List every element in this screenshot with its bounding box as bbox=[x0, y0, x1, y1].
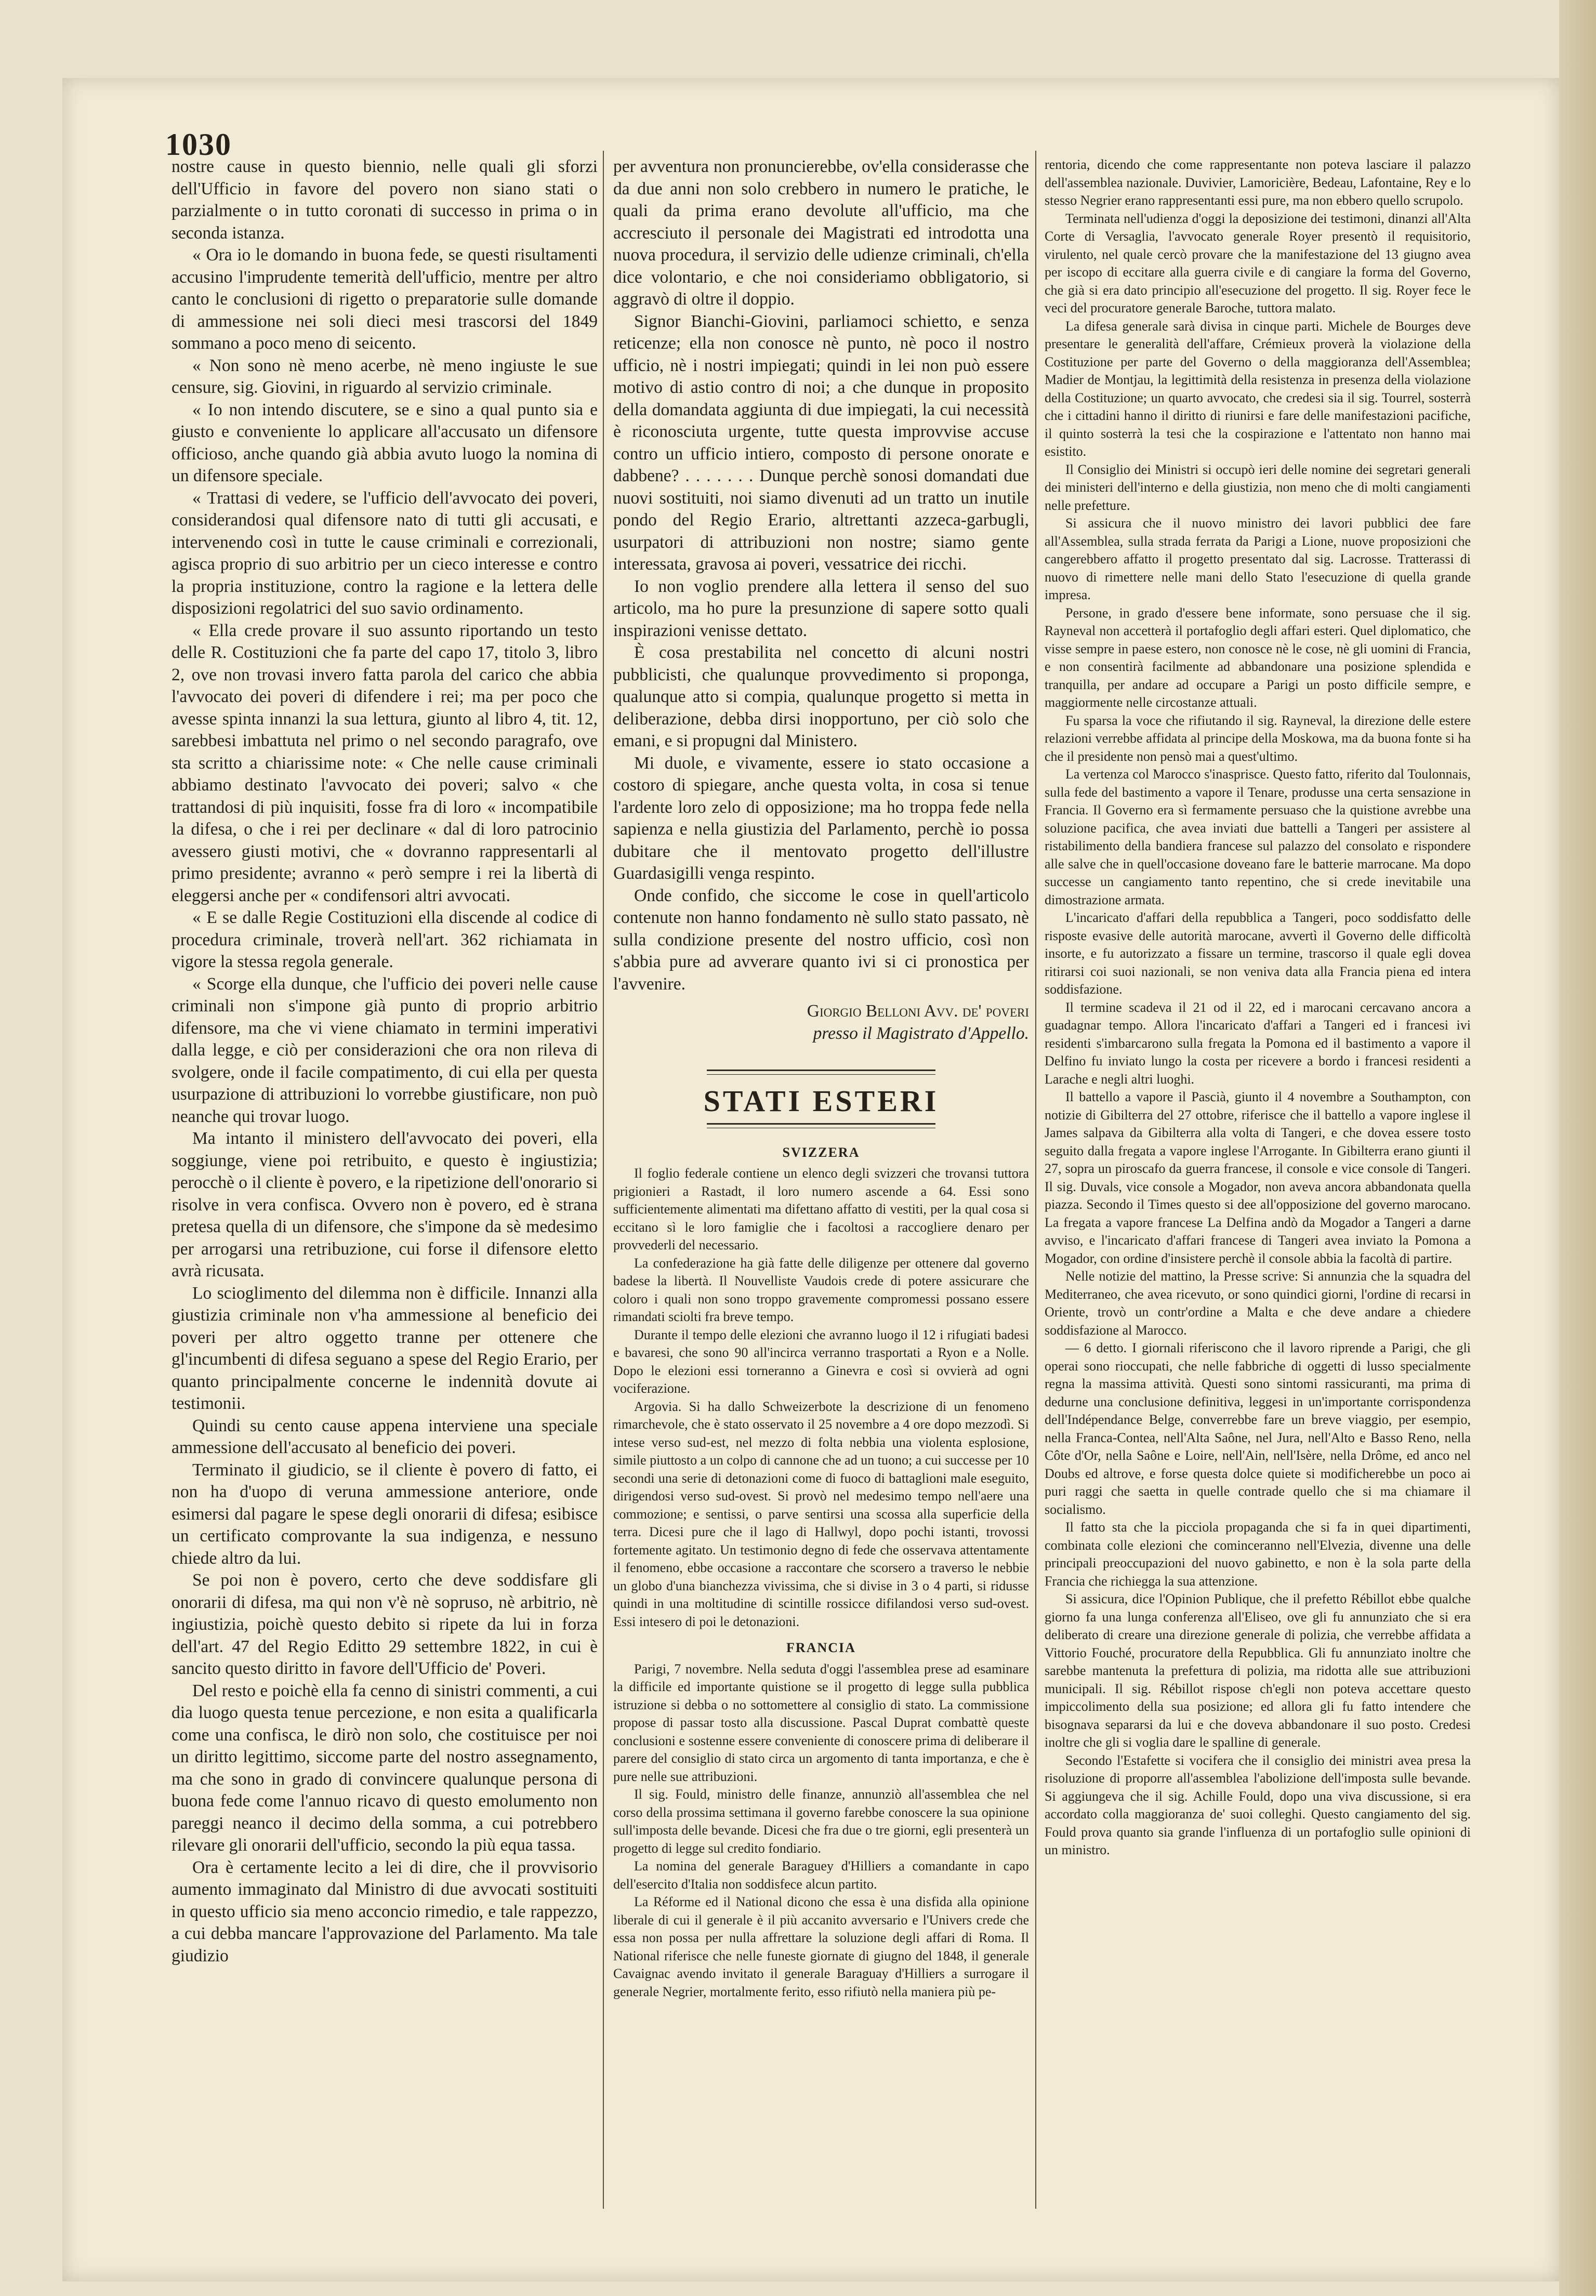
news-item: Fu sparsa la voce che rifiutando il sig. Rayneval, la direzione delle estere relazioni verrebbe affidata al principe della Moskowa, ma da buona fonte si ha che il presidente non pensò mai a quest'ultimo. bbox=[1045, 712, 1471, 764]
news-item: Terminata nell'udienza d'oggi la deposizione dei testimoni, dinanzi all'Alta Corte di Versaglia, l'avvocato generale Royer presentò il requisitorio, virulento, nel quale cercò provare che la manifestazione del 13 giugno avea per iscopo di eccitare alla guerra civile e di cangiare la forma del Governo, che già si era dato principio all'esecuzione del progetto. Il sig. Royer fece le veci del procuratore generale Baroche, tuttora malato. bbox=[1045, 210, 1471, 315]
paragraph: « Scorge ella dunque, che l'ufficio dei poveri nelle cause criminali non s'impone già punto di proprio arbitrio difensore, ma che vi viene chiamato in termini imperativi dalla legge, e ciò per considerazioni che ora non rileva di svolgere, onde il facile compatimento, di cui ella per questa usurpazione di attribuzioni lo vorrebbe giustificare, non può neanche qui trovar luogo. bbox=[172, 974, 598, 1126]
section-divider-bottom bbox=[707, 1123, 935, 1128]
paragraph: Mi duole, e vivamente, essere io stato occasione a costoro di spiegare, anche questa volta, in cosa si tenue l'ardente loro zelo di opposizione; ma ho troppa fede nella sapienza e nella giustizia del Parlamento, perchè io possa dubitare che il mentovato progetto dell'illustre Guardasigilli venga respinto. bbox=[613, 753, 1029, 883]
news-item: rentoria, dicendo che come rappresentante non poteva lasciare il palazzo dell'assemblea nazionale. Duvivier, Lamoricière, Bedeau, Lafontaine, Rey e lo stesso Negrier erano rappresentanti essi pure, ma non ebbero quello scrupolo. bbox=[1045, 157, 1471, 208]
paragraph: « Trattasi di vedere, se l'ufficio dell'avvocato dei poveri, considerandosi qual difensore nato di tutti gli accusati, e intervenendo così in tutte le cause criminali e correzionali, agisca proprio di suo arbitrio per un cieco interesse e contro la propria instituzione, contro la ragione e la lettera delle disposizioni regolatrici del suo savio ordinamento. bbox=[172, 488, 598, 618]
news-item: La difesa generale sarà divisa in cinque parti. Michele de Bourges deve presentare le generalità dell'affare, Crémieux proverà la violazione della Costituzione per parte del Governo o della maggioranza dell'Assemblea; Madier de Montjau, la legittimità della resistenza in presenza della violazione della Costituzione; un quarto avvocato, che credesi sia il sig. Tourrel, sosterrà che i cittadini hanno il diritto di riunirsi e fare delle manifestazioni pacifiche, il quinto sosterrà la tesi che la cospirazione e l'attentato non hanno mai esistito. bbox=[1045, 318, 1471, 459]
column-2 bbox=[613, 156, 1029, 2224]
paragraph: « Ora io le domando in buona fede, se questi risultamenti accusino l'imprudente temerità dell'ufficio, mentre per altro canto le conclusioni di rigetto o preparatorie sulle domande di ammessione nei soli dieci mesi trascorsi del 1849 sommano a poco meno di seicento. bbox=[172, 245, 598, 353]
paragraph: Quindi su cento cause appena interviene una speciale ammessione dell'accusato al beneficio dei poveri. bbox=[172, 1416, 598, 1457]
news-item: — 6 detto. I giornali riferiscono che il lavoro riprende a Parigi, che gli operai sono rioccupati, che nelle fabbriche di oggetti di lusso specialmente regna la massima attività. Questi sono sintomi rassicuranti, ma prima di dedurne una conclusione definitiva, leggesi in un'importante corrispondenza dell'Indépendance Belge, converrebbe fare un breve viaggio, per esempio, nella Franca-Contea, nell'Alta Saône, nel Jura, nell'Alto e Basso Reno, nella Côte d'Or, nella Saône e Loire, nell'Ain, nell'Isère, nella Drôme, ed anco nel Doubs ed altrove, e forse questa dolce quiete si modificherebbe un poco ai puri raggi che saetta in quelle contrade quello che si ma chiamare il socialismo. bbox=[1045, 1340, 1471, 1517]
news-item: Il battello a vapore il Pascià, giunto il 4 novembre a Southampton, con notizie di Gibilterra del 27 ottobre, riferisce che il battello a vapore inglese il James salpava da Gibilterra alla volta di Tangeri, e che dovea essere tosto seguito dalla fregata a vapore inglese l'Arrogante. In Gibilterra erano giunti il 27, sopra un piroscafo da guerra francese, il console e vice console di Tangeri. Il sig. Duvals, vice console a Mogador, non aveva ancora abbandonata quella piazza. Secondo il Times questo si dee all'opposizione del governo marocano. La fregata a vapore francese La Delfina andò da Mogador a Tangeri a darne avviso, e l'incaricato d'affari francese di Tangeri avea inviato la Pomona a Mogador, con ordine d'insistere perchè il console abbia la facoltà di partire. bbox=[1045, 1089, 1471, 1266]
paragraph: Onde confido, che siccome le cose in quell'articolo contenute non hanno fondamento nè sullo stato passato, nè sulla condizione presente del nostro ufficio, così non s'abbia pure ad avverare quanto ivi si ci pronostica per l'avvenire. bbox=[613, 886, 1029, 994]
news-item: Il foglio federale contiene un elenco degli svizzeri che trovansi tuttora prigionieri a Rastadt, il loro numero ascende a 64. Essi sono sufficientemente alimentati ma difettano affatto di vestiti, per la qual cosa si eccitano sì le loro famiglie che i facoltosi a raccogliere denaro per provvederli del necessario. bbox=[613, 1166, 1029, 1252]
signature-author: Giorgio Belloni Avv. de' poveri bbox=[807, 1001, 1029, 1021]
subhead-svizzera: SVIZZERA bbox=[782, 1144, 860, 1160]
paragraph: per avventura non pronuncierebbe, ov'ella considerasse che da due anni non solo crebbero in numero le pratiche, le quali da prima erano devolute all'ufficio, ma che accresciuto il personale dei Magistrati ed introdotta una nuova procedura, il servizio delle udienze criminali, ch'ella dice volontario, e che noi consideriamo obbligatorio, si aggravò di oltre il doppio. bbox=[613, 157, 1029, 309]
news-item: Il sig. Fould, ministro delle finanze, annunziò all'assemblea che nel corso della prossima settimana il governo farebbe conoscere la sua opinione sull'imposta delle bevande. Dicesi che fra due o tre giorni, egli presenterà un progetto di legge sul credito fondiario. bbox=[613, 1787, 1029, 1856]
page-number: 1030 bbox=[165, 127, 232, 162]
news-item: Nelle notizie del mattino, la Presse scrive: Si annunzia che la squadra del Mediterraneo, che avea ricevuto, or sono quindici giorni, l'ordine di recarsi in Oriente, trovò un contr'ordine a Malta e che deve andare a chiedere soddisfazione al Marocco. bbox=[1045, 1269, 1471, 1338]
paragraph: « E se dalle Regie Costituzioni ella discende al codice di procedura criminale, troverà nell'art. 362 richiamata in vigore la stessa regola generale. bbox=[172, 908, 598, 971]
news-item: Argovia. Si ha dallo Schweizerbote la descrizione di un fenomeno rimarchevole, che è stato osservato il 25 novembre a 4 ore dopo mezzodì. Si intese verso sud-est, nel mezzo di folta nebbia una violenta esplosione, simile piuttosto a un colpo di cannone che ad un tuono; a cui successe per 10 secondi una serie di detonazioni come di fuoco di battaglioni male eseguito, dirigendosi verso sud-ovest. Si provò nel medesimo tempo nell'aere una commozione; e sentissi, o parve sentirsi una scossa alla superficie della terra. Dicesi pure che il lago di Hallwyl, dopo pochi istanti, trovossi fortemente agitato. Un testimonio degno di fede che osservava attentamente il fenomeno, ebbe occasione a raccontare che scorsero a traverso le nebbie un globo d'una bianchezza vivissima, che si divise in 3 o 4 parti, si ridusse quindi in una moltitudine di scintille rossicce difilandosi verso sud-ovest. Essi intesero di poi le detonazioni. bbox=[613, 1398, 1029, 1629]
news-item: La vertenza col Marocco s'inasprisce. Questo fatto, riferito dal Toulonnais, sulla fede del bastimento a vapore il Tenare, produsse una certa sensazione in Francia. Il Governo era sì fermamente persuaso che la quistione avrebbe una soluzione pacifica, che avea inviati due battelli a Tangeri per assistere al ristabilimento della bandiera francese sul palazzo del consolato e rispondere alle salve che in quell'occasione doveano fare le batterie marrocane. Ma dopo successe un cangiamento tanto repentino, che si crede inevitabile una dimostrazione armata. bbox=[1045, 767, 1471, 907]
news-item: Durante il tempo delle elezioni che avranno luogo il 12 i rifugiati badesi e bavaresi, che sono 90 all'incirca verranno trasportati a Ryon e a Nolle. Dopo le elezioni essi torneranno a Ginevra e così si ovvierà ad ogni vociferazione. bbox=[613, 1327, 1029, 1396]
section-title: STATI ESTERI bbox=[703, 1084, 939, 1118]
news-item: Il termine scadeva il 21 od il 22, ed i marocani cercavano ancora a guadagnar tempo. Allora l'incaricato d'affari a Tangeri ed i francesi ivi residenti s'imbarcarono sulla fregata la Pomona ed il bastimento a vapore il Delfino fu inviato lungo la costa per ricevere a bordo i francesi residenti a Larache e negli altri luoghi. bbox=[1045, 999, 1471, 1087]
paragraph: Ora è certamente lecito a lei di dire, che il provvisorio aumento immaginato dal Ministro di due avvocati sostituiti in questo ufficio sia meno acconcio rimedio, e tale rappezzo, a cui debba mancare l'approvazione del Parlamento. Ma tale giudizio bbox=[172, 1857, 598, 1965]
news-item: Persone, in grado d'essere bene informate, sono persuase che il sig. Rayneval non accetterà il portafoglio degli affari esteri. Quel diplomatico, che visse sempre in paese estero, non conosce nè le cose, nè gli uomini di Francia, e non consentirà facilmente ad abbandonare una posizione splendida e tranquilla, per andare ad occupare a Parigi un posto difficile sempre, e maggiormente nelle circostanze attuali. bbox=[1045, 605, 1471, 710]
news-item: Il fatto sta che la picciola propaganda che si fa in quei dipartimenti, combinata colle elezioni che cominceranno nell'Elvezia, divenne una delle principali preoccupazioni del nuovo gabinetto, e non è la sola parte della Francia che richiegga la sua attenzione. bbox=[1045, 1520, 1471, 1589]
column-1 bbox=[172, 156, 598, 2224]
signature-post: presso il Magistrato d'Appello. bbox=[813, 1023, 1029, 1043]
signature-name bbox=[613, 1000, 1029, 1023]
page-edge bbox=[1559, 0, 1596, 2296]
news-item: La nomina del generale Baraguey d'Hilliers a comandante in capo dell'esercito d'Italia non soddisfece alcun partito. bbox=[613, 1858, 1029, 1892]
paragraph: Io non voglio prendere alla lettera il senso del suo articolo, ma ho pure la presunzione di sapere sotto quali inspirazioni venisse dettato. bbox=[613, 576, 1029, 640]
news-item: La Réforme ed il National dicono che essa è una disfida alla opinione liberale di cui il generale è il più accanito avversario e l'Univers crede che essa non possa per nulla affrettare la soluzione degli affari di Roma. Il National riferisce che nelle funeste giornate di giugno del 1848, il generale Cavaignac avendo invitato il generale Baraguay d'Hilliers a surrogare il generale Negrier, mortalmente ferito, esso rifiutò nella maniera più pe- bbox=[613, 1894, 1029, 1999]
column-rule-right bbox=[1035, 151, 1036, 2209]
column-rule-left bbox=[603, 151, 604, 2209]
subhead-francia: FRANCIA bbox=[786, 1640, 856, 1655]
paragraph: Terminato il giudicio, se il cliente è povero di fatto, ei non ha d'uopo di veruna ammessione anteriore, onde esimersi dal pagare le spese degli onorarii di difesa; esibisce un certificato comprovante la sua indigenza, e nessuno chiede altro da lui. bbox=[172, 1460, 598, 1568]
paragraph: « Ella crede provare il suo assunto riportando un testo delle R. Costituzioni che fa parte del capo 17, titolo 3, libro 2, ove non trovasi invero fatta parola del carico che abbia l'avvocato dei poveri di difendere i rei; ma per poco che avesse spinta innanzi la sua lettura, giunto al libro 4, tit. 12, sarebbesi imbattuta nel primo o nel secondo paragrafo, ove sta scritto a chiarissime note: « Che nelle cause criminali abbiamo destinato l'avvocato dei poveri; salvo « che trattandosi di più inquisiti, fosse fra di loro « incompatibile la difesa, o che i rei per declinare « dal di loro patrocinio avessero giusti motivi, che « dovranno rappresentarli al primo presidente; avranno « però sempre i rei la libertà di eleggersi anche per « condifensori altri avvocati. bbox=[172, 621, 598, 905]
paragraph: Del resto e poichè ella fa cenno di sinistri commenti, a cui dia luogo questa tenue percezione, e non esita a qualificarla come una confisca, le dirò non solo, che costituisce per noi un diritto legittimo, siccome parte del nostro assegnamento, ma che sono in grado di convincere qualunque persona di buona fede come l'annuo ricavo di questo emolumento non pareggi neanco il decimo della somma, a cui potrebbero rilevare gli onorarii dell'ufficio, secondo la più equa tassa. bbox=[172, 1681, 598, 1855]
column-3 bbox=[1045, 156, 1471, 2224]
paragraph: È cosa prestabilita nel concetto di alcuni nostri pubblicisti, che qualunque provvedimento si proponga, qualunque atto si compia, qualunque progetto si metta in deliberazione, debba dirsi inopportuno, per ciò solo che emani, e si propugni dal Ministero. bbox=[613, 643, 1029, 750]
paragraph: nostre cause in questo biennio, nelle quali gli sforzi dell'Ufficio in favore del povero non siano stati o parzialmente o in tutto coronati di successo in prima o in seconda istanza. bbox=[172, 157, 598, 243]
paragraph: Ma intanto il ministero dell'avvocato dei poveri, ella soggiunge, viene poi retribuito, e questo è ingiustizia; perocchè o il cliente è povero, e la ripetizione dell'onorario si risolve in vera confisca. Ovvero non è povero, ed è strana pretesa quella di un difensore, che s'impone da sè medesimo per arrogarsi una retribuzione, cui forse il difensore eletto avrà ricusata. bbox=[172, 1129, 598, 1281]
paragraph: « Non sono nè meno acerbe, nè meno ingiuste le sue censure, sig. Giovini, in riguardo al servizio criminale. bbox=[172, 355, 598, 397]
news-item: Parigi, 7 novembre. Nella seduta d'oggi l'assemblea prese ad esaminare la difficile ed importante quistione se il progetto di legge sulla pubblica istruzione si debba o no sottomettere al consiglio di stato. La commissione propose di passar tosto alla discussione. Pascal Duprat combattè queste conclusioni e sostenne essere conveniente di conoscere prima di deliberare il parere del consiglio di stato circa un argomento di tanta importanza, e che è pure nelle sue attribuzioni. bbox=[613, 1661, 1029, 1784]
news-item: La confederazione ha già fatte delle diligenze per ottenere dal governo badese la libertà. Il Nouvelliste Vaudois crede di potere assicurare che coloro i quali non sono troppo gravemente compromessi possano essere rimandati sciolti fra breve tempo. bbox=[613, 1255, 1029, 1324]
paragraph: Signor Bianchi-Giovini, parliamoci schietto, e senza reticenze; ella non conosce nè punto, nè poco il nostro ufficio, nè i nostri impiegati; quindi in lei non può essere motivo di astio contro di noi; a che dunque in proposito della domandata aggiunta di due impiegati, la cui necessità è riconosciuta urgente, tutte questa improvvise accuse contro un ufficio intiero, composto di persone onorate e dabbene? . . . . . . . Dunque perchè sonosi domandati due nuovi sostituiti, noi siamo divenuti ad un tratto un inutile pondo del Regio Erario, altrettanti azzeca-garbugli, usurpatori di attribuzioni non nostre; siamo gente interessata, gravosa ai poveri, vessatrice dei ricchi. bbox=[613, 311, 1029, 574]
foreign-news bbox=[613, 1144, 1029, 2001]
section-divider-top bbox=[707, 1070, 935, 1075]
news-item: Si assicura che il nuovo ministro dei lavori pubblici dee fare all'Assemblea, sulla strada ferrata da Parigi a Lione, nuove proposizioni che cangerebbero affatto il progetto presentato dal sig. Lacrosse. Tratterassi di nuovo di rimettere nelle mani dello Stato l'esecuzione di quella grande impresa. bbox=[1045, 516, 1471, 602]
news-item: Secondo l'Estafette si vocifera che il consiglio dei ministri avea presa la risoluzione di proporre all'assemblea l'abolizione dell'imposta sulle bevande. Si aggiungeva che il sig. Achille Fould, dopo una viva discussione, si era accordato colla maggioranza de' suoi colleghi. Questo cangiamento del sig. Fould prova quanto sia grande l'influenza di un portafoglio sulle opinioni di un ministro. bbox=[1045, 1752, 1471, 1857]
news-item: L'incaricato d'affari della repubblica a Tangeri, poco soddisfatto delle risposte evasive delle autorità marocane, avvertì il Governo delle difficoltà insorte, e fu autorizzato a fissare un termine, trascorso il quale egli dovea ritirarsi coi suoi nazionali, se non veniva data alla Francia piena ed intera soddisfazione. bbox=[1045, 910, 1471, 997]
news-item: Si assicura, dice l'Opinion Publique, che il prefetto Rébillot ebbe qualche giorno fa una lunga conferenza all'Eliseo, ove gli fu annunziato che si era deliberato di creare una direzione generale di polizia, che verrebbe affidata a Vittorio Fouché, procuratore della Repubblica. Gli fu annunziato inoltre che sarebbe mantenuta la prefettura di polizia, ma ridotta alle sue attribuzioni municipali. Il sig. Rébillot rispose ch'egli non poteva accettare questo impiccolimento della sua posizione; ed allora gli fu fatto intendere che bisognava separarsi da lui e che doveva abbandonare il suo posto. Credesi inoltre che gli si voglia dare le spalline di generale. bbox=[1045, 1591, 1471, 1750]
paragraph: Se poi non è povero, certo che deve soddisfare gli onorarii di difesa, ma qui non v'è nè sopruso, nè arbitrio, nè ingiustizia, poichè questo debito si ripete da lui in forza dell'art. 47 del Regio Editto 29 settembre 1822, in cui è sancito questo diritto in favore dell'Ufficio de' Poveri. bbox=[172, 1571, 598, 1678]
paragraph: Lo scioglimento del dilemma non è difficile. Innanzi alla giustizia criminale non v'ha ammessione al beneficio dei poveri per altro oggetto tranne per ottenere che gl'incumbenti di difesa seguano a spese del Regio Erario, per quanto principalmente concerne le indennità dovute ai testimonii. bbox=[172, 1283, 598, 1413]
paragraph: « Io non intendo discutere, se e sino a qual punto sia e giusto e conveniente lo applicare all'accusato un difensore officioso, anche quando già abbia avuto luogo la nomina di un difensore speciale. bbox=[172, 400, 598, 485]
news-item: Il Consiglio dei Ministri si occupò ieri delle nomine dei segretari generali dei ministeri dell'interno e della giustizia, non meno che di molti cangiamenti nelle prefetture. bbox=[1045, 461, 1471, 513]
